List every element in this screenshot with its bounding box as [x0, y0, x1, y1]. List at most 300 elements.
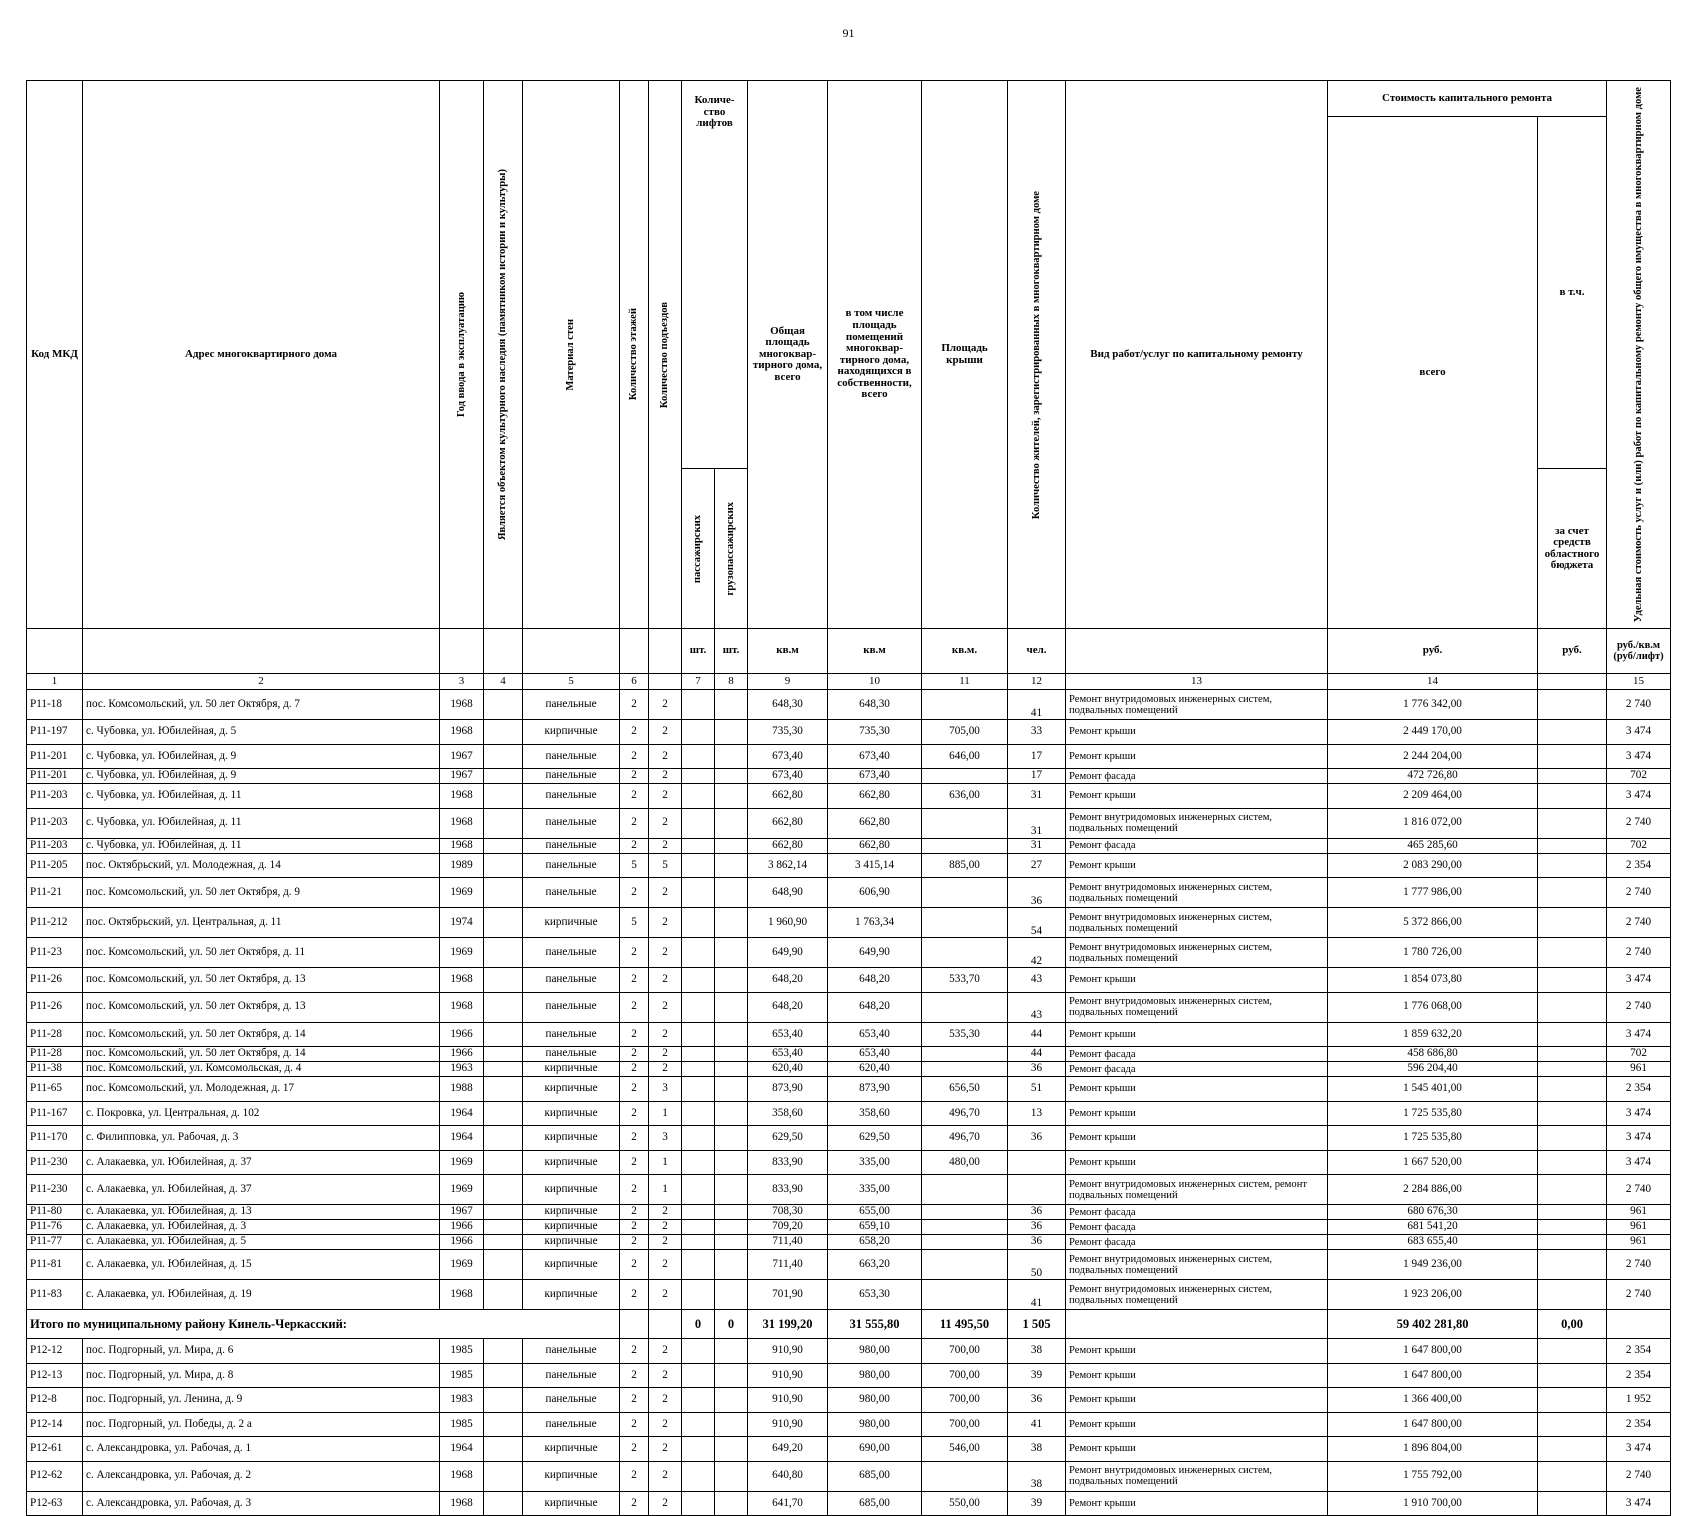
cell-residents: 41	[1008, 1280, 1066, 1310]
cell-residents: 31	[1008, 838, 1066, 853]
cell-passenger-lifts	[682, 1388, 715, 1413]
header-area: Общая площадь многоквар-тирного дома, всего	[748, 81, 828, 629]
cell-roof-area	[922, 1062, 1008, 1077]
cell-wall-material: панельные	[523, 784, 620, 809]
header-including: в т.ч.	[1538, 117, 1607, 469]
cell-passenger-lifts	[682, 968, 715, 993]
cell-wall-material: панельные	[523, 1363, 620, 1388]
cell-entrances: 2	[649, 1339, 682, 1364]
cell-unit-cost: 3 474	[1607, 1491, 1671, 1516]
total-section	[27, 1310, 1671, 1339]
cell-work-type: Ремонт крыши	[1066, 1491, 1328, 1516]
cell-entrances: 5	[649, 853, 682, 878]
cell-entrances: 2	[649, 808, 682, 838]
cell-total-area: 649,20	[748, 1437, 828, 1462]
unit-rate: руб./кв.м (руб/лифт)	[1607, 629, 1671, 674]
header-cargo-lifts: грузопассажирских	[715, 469, 748, 629]
cell-year-built: 1963	[440, 1062, 484, 1077]
total-owned-area: 31 555,80	[828, 1310, 922, 1339]
cell-floors: 2	[620, 992, 649, 1022]
header-entrances: Количество подъездов	[649, 81, 682, 629]
cell-passenger-lifts	[682, 769, 715, 784]
cell-owned-area: 653,40	[828, 1047, 922, 1062]
cell-regional-budget	[1538, 908, 1607, 938]
table-row	[27, 1437, 1671, 1462]
cell-mkd-code: Р11-21	[27, 878, 83, 908]
cell-passenger-lifts	[682, 1205, 715, 1220]
total-passenger: 0	[682, 1310, 715, 1339]
cell-work-type: Ремонт фасада	[1066, 1062, 1328, 1077]
table-row	[27, 838, 1671, 853]
cell-repair-cost: 2 083 290,00	[1328, 853, 1538, 878]
cell-work-type: Ремонт крыши	[1066, 1339, 1328, 1364]
cell-owned-area: 620,40	[828, 1062, 922, 1077]
cell-heritage	[484, 1047, 523, 1062]
cell-wall-material: панельные	[523, 1339, 620, 1364]
table-row	[27, 1363, 1671, 1388]
cell-address: с. Чубовка, ул. Юбилейная, д. 11	[83, 784, 440, 809]
cell-owned-area: 690,00	[828, 1437, 922, 1462]
cell-address: пос. Комсомольский, ул. Молодежная, д. 17	[83, 1077, 440, 1102]
cell-address: с. Александровка, ул. Рабочая, д. 1	[83, 1437, 440, 1462]
cell-wall-material: кирпичные	[523, 1220, 620, 1235]
table-row	[27, 769, 1671, 784]
cell-address: пос. Подгорный, ул. Ленина, д. 9	[83, 1388, 440, 1413]
cell-cargo-lifts	[715, 1491, 748, 1516]
cell-mkd-code: Р11-28	[27, 1022, 83, 1047]
cell-work-type: Ремонт крыши	[1066, 1363, 1328, 1388]
cell-heritage	[484, 744, 523, 769]
cell-roof-area: 705,00	[922, 720, 1008, 745]
cell-floors: 2	[620, 1250, 649, 1280]
header-owned-area: в том числе площадь помещений многоквар-тирного дома, находящихся в собственности, всего	[828, 81, 922, 629]
cell-cargo-lifts	[715, 784, 748, 809]
cell-entrances: 2	[649, 690, 682, 720]
cell-regional-budget	[1538, 1126, 1607, 1151]
table-row	[27, 1062, 1671, 1077]
cell-address: с. Александровка, ул. Рабочая, д. 2	[83, 1461, 440, 1491]
cell-work-type: Ремонт фасада	[1066, 1235, 1328, 1250]
cell-residents: 50	[1008, 1250, 1066, 1280]
cell-address: с. Чубовка, ул. Юбилейная, д. 11	[83, 838, 440, 853]
cell-floors: 2	[620, 1437, 649, 1462]
cell-total-area: 910,90	[748, 1412, 828, 1437]
cell-repair-cost: 1 949 236,00	[1328, 1250, 1538, 1280]
cell-mkd-code: Р11-167	[27, 1101, 83, 1126]
cell-year-built: 1968	[440, 838, 484, 853]
cell-cargo-lifts	[715, 1388, 748, 1413]
header-code: Код МКД	[27, 81, 83, 629]
header-residents: Количество жителей, зарегистрированных в многоквартирном доме	[1008, 81, 1066, 629]
cell-year-built: 1969	[440, 1150, 484, 1175]
cell-owned-area: 335,00	[828, 1150, 922, 1175]
cell-unit-cost: 2 740	[1607, 1461, 1671, 1491]
cell-address: пос. Комсомольский, ул. 50 лет Октября, д. 13	[83, 992, 440, 1022]
cell-residents: 43	[1008, 968, 1066, 993]
cell-regional-budget	[1538, 1388, 1607, 1413]
cell-unit-cost: 2 740	[1607, 808, 1671, 838]
cell-work-type: Ремонт крыши	[1066, 1437, 1328, 1462]
cell-passenger-lifts	[682, 744, 715, 769]
cell-total-area: 648,30	[748, 690, 828, 720]
cell-passenger-lifts	[682, 1047, 715, 1062]
cell-total-area: 648,20	[748, 968, 828, 993]
table-row	[27, 1235, 1671, 1250]
cell-passenger-lifts	[682, 938, 715, 968]
cell-year-built: 1967	[440, 744, 484, 769]
cell-residents: 31	[1008, 808, 1066, 838]
cell-residents: 41	[1008, 690, 1066, 720]
cell-unit-cost: 2 740	[1607, 878, 1671, 908]
cell-regional-budget	[1538, 878, 1607, 908]
cell-entrances: 2	[649, 1388, 682, 1413]
cell-heritage	[484, 1388, 523, 1413]
cell-residents: 36	[1008, 1235, 1066, 1250]
cell-floors: 2	[620, 1205, 649, 1220]
cell-cargo-lifts	[715, 1175, 748, 1205]
cell-passenger-lifts	[682, 992, 715, 1022]
cell-address: с. Чубовка, ул. Юбилейная, д. 5	[83, 720, 440, 745]
unit-sqm: кв.м.	[922, 629, 1008, 674]
cell-passenger-lifts	[682, 720, 715, 745]
cell-year-built: 1968	[440, 1280, 484, 1310]
cell-mkd-code: Р11-201	[27, 744, 83, 769]
cell-repair-cost: 1 647 800,00	[1328, 1412, 1538, 1437]
cell-repair-cost: 596 204,40	[1328, 1062, 1538, 1077]
cell-owned-area: 980,00	[828, 1412, 922, 1437]
table-row	[27, 1461, 1671, 1491]
cell-mkd-code: Р11-28	[27, 1047, 83, 1062]
cell-cargo-lifts	[715, 1250, 748, 1280]
cell-entrances: 2	[649, 744, 682, 769]
cell-wall-material: кирпичные	[523, 720, 620, 745]
cell-total-area: 1 960,90	[748, 908, 828, 938]
cell-cargo-lifts	[715, 1412, 748, 1437]
cell-wall-material: панельные	[523, 808, 620, 838]
cell-year-built: 1969	[440, 938, 484, 968]
cell-unit-cost: 3 474	[1607, 744, 1671, 769]
cell-heritage	[484, 1363, 523, 1388]
cell-total-area: 662,80	[748, 838, 828, 853]
cell-passenger-lifts	[682, 853, 715, 878]
unit-rub: руб.	[1328, 629, 1538, 674]
cell-repair-cost: 1 647 800,00	[1328, 1339, 1538, 1364]
cell-roof-area: 700,00	[922, 1339, 1008, 1364]
cell-wall-material: кирпичные	[523, 1101, 620, 1126]
cell-total-area: 629,50	[748, 1126, 828, 1151]
table-row	[27, 1280, 1671, 1310]
cell-mkd-code: Р11-230	[27, 1150, 83, 1175]
cell-passenger-lifts	[682, 1062, 715, 1077]
cell-work-type: Ремонт крыши	[1066, 744, 1328, 769]
cell-mkd-code: Р11-230	[27, 1175, 83, 1205]
cell-year-built: 1968	[440, 1461, 484, 1491]
table-row	[27, 1388, 1671, 1413]
cell-unit-cost: 2 740	[1607, 938, 1671, 968]
cell-year-built: 1967	[440, 1205, 484, 1220]
cell-unit-cost: 2 740	[1607, 992, 1671, 1022]
cell-owned-area: 648,30	[828, 690, 922, 720]
cell-repair-cost: 465 285,60	[1328, 838, 1538, 853]
cell-entrances: 2	[649, 968, 682, 993]
cell-roof-area: 550,00	[922, 1491, 1008, 1516]
cell-heritage	[484, 938, 523, 968]
table-row	[27, 968, 1671, 993]
cell-residents: 39	[1008, 1363, 1066, 1388]
cell-mkd-code: Р11-26	[27, 968, 83, 993]
cell-regional-budget	[1538, 1022, 1607, 1047]
cell-roof-area	[922, 1205, 1008, 1220]
cell-unit-cost: 2 354	[1607, 1339, 1671, 1364]
cell-heritage	[484, 808, 523, 838]
cell-address: с. Алакаевка, ул. Юбилейная, д. 15	[83, 1250, 440, 1280]
cell-heritage	[484, 1150, 523, 1175]
cell-unit-cost: 2 354	[1607, 1077, 1671, 1102]
cell-repair-cost: 1 923 206,00	[1328, 1280, 1538, 1310]
total-area: 31 199,20	[748, 1310, 828, 1339]
cell-address: пос. Подгорный, ул. Мира, д. 8	[83, 1363, 440, 1388]
cell-heritage	[484, 690, 523, 720]
cell-mkd-code: Р11-83	[27, 1280, 83, 1310]
cell-heritage	[484, 1339, 523, 1364]
cell-mkd-code: Р11-77	[27, 1235, 83, 1250]
cell-unit-cost: 961	[1607, 1235, 1671, 1250]
cell-residents: 38	[1008, 1437, 1066, 1462]
cell-address: с. Чубовка, ул. Юбилейная, д. 9	[83, 769, 440, 784]
cell-mkd-code: Р11-23	[27, 938, 83, 968]
cell-floors: 2	[620, 1077, 649, 1102]
cell-mkd-code: Р12-14	[27, 1412, 83, 1437]
cell-repair-cost: 1 776 068,00	[1328, 992, 1538, 1022]
cell-owned-area: 662,80	[828, 808, 922, 838]
cell-address: с. Алакаевка, ул. Юбилейная, д. 5	[83, 1235, 440, 1250]
header-cost: Стоимость капитального ремонта	[1328, 81, 1607, 117]
cell-year-built: 1968	[440, 992, 484, 1022]
cell-regional-budget	[1538, 690, 1607, 720]
cell-residents: 27	[1008, 853, 1066, 878]
cell-mkd-code: Р11-201	[27, 769, 83, 784]
cell-residents: 36	[1008, 1220, 1066, 1235]
cell-passenger-lifts	[682, 1220, 715, 1235]
cell-wall-material: панельные	[523, 769, 620, 784]
cell-heritage	[484, 1491, 523, 1516]
cell-roof-area: 646,00	[922, 744, 1008, 769]
cell-floors: 2	[620, 1062, 649, 1077]
cell-passenger-lifts	[682, 878, 715, 908]
cell-owned-area: 980,00	[828, 1339, 922, 1364]
cell-total-area: 701,90	[748, 1280, 828, 1310]
cell-unit-cost: 961	[1607, 1062, 1671, 1077]
cell-passenger-lifts	[682, 690, 715, 720]
cell-wall-material: кирпичные	[523, 1175, 620, 1205]
cell-total-area: 358,60	[748, 1101, 828, 1126]
cell-total-area: 648,90	[748, 878, 828, 908]
cell-address: пос. Комсомольский, ул. 50 лет Октября, д. 13	[83, 968, 440, 993]
cell-owned-area: 662,80	[828, 784, 922, 809]
cell-owned-area: 1 763,34	[828, 908, 922, 938]
cell-address: с. Алакаевка, ул. Юбилейная, д. 19	[83, 1280, 440, 1310]
cell-wall-material: панельные	[523, 690, 620, 720]
cell-wall-material: кирпичные	[523, 1250, 620, 1280]
cell-regional-budget	[1538, 769, 1607, 784]
header-roof-area: Площадь крыши	[922, 81, 1008, 629]
cell-entrances: 3	[649, 1126, 682, 1151]
header-heritage: Является объектом культурного наследия (памятником истории и культуры)	[484, 81, 523, 629]
cell-work-type: Ремонт внутридомовых инженерных систем, подвальных помещений	[1066, 1250, 1328, 1280]
header-floors: Количество этажей	[620, 81, 649, 629]
cell-repair-cost: 1 816 072,00	[1328, 808, 1538, 838]
cell-regional-budget	[1538, 744, 1607, 769]
table-row	[27, 1047, 1671, 1062]
cell-roof-area: 496,70	[922, 1101, 1008, 1126]
header-work-type: Вид работ/услуг по капитальному ремонту	[1066, 81, 1328, 629]
cell-regional-budget	[1538, 1437, 1607, 1462]
cell-cargo-lifts	[715, 1339, 748, 1364]
cell-residents: 36	[1008, 1205, 1066, 1220]
cell-wall-material: кирпичные	[523, 1437, 620, 1462]
cell-roof-area	[922, 1047, 1008, 1062]
cell-total-area: 910,90	[748, 1388, 828, 1413]
cell-work-type: Ремонт фасада	[1066, 1205, 1328, 1220]
cell-wall-material: кирпичные	[523, 1150, 620, 1175]
cell-heritage	[484, 1126, 523, 1151]
cell-regional-budget	[1538, 1280, 1607, 1310]
cell-heritage	[484, 784, 523, 809]
cell-cargo-lifts	[715, 938, 748, 968]
cell-address: с. Алакаевка, ул. Юбилейная, д. 3	[83, 1220, 440, 1235]
cell-floors: 2	[620, 938, 649, 968]
cell-wall-material: кирпичные	[523, 1235, 620, 1250]
unit-rub: руб.	[1538, 629, 1607, 674]
cell-passenger-lifts	[682, 1491, 715, 1516]
cell-repair-cost: 2 209 464,00	[1328, 784, 1538, 809]
header-unit-cost: Удельная стоимость услуг и (или) работ по капитальному ремонту общего имущества в многоквартирном доме	[1607, 81, 1671, 629]
cell-residents: 51	[1008, 1077, 1066, 1102]
header-wall: Материал стен	[523, 81, 620, 629]
cell-residents: 43	[1008, 992, 1066, 1022]
cell-total-area: 662,80	[748, 808, 828, 838]
cell-heritage	[484, 1437, 523, 1462]
cell-wall-material: кирпичные	[523, 1062, 620, 1077]
cell-repair-cost: 1 780 726,00	[1328, 938, 1538, 968]
cell-heritage	[484, 1175, 523, 1205]
cell-total-area: 910,90	[748, 1339, 828, 1364]
cell-address: с. Чубовка, ул. Юбилейная, д. 11	[83, 808, 440, 838]
cell-cargo-lifts	[715, 853, 748, 878]
cell-floors: 2	[620, 968, 649, 993]
cell-heritage	[484, 1235, 523, 1250]
cell-residents: 36	[1008, 1062, 1066, 1077]
cell-regional-budget	[1538, 1339, 1607, 1364]
cell-total-area: 711,40	[748, 1250, 828, 1280]
cell-passenger-lifts	[682, 1126, 715, 1151]
cell-year-built: 1983	[440, 1388, 484, 1413]
cell-year-built: 1989	[440, 853, 484, 878]
cell-wall-material: кирпичные	[523, 1461, 620, 1491]
cell-cargo-lifts	[715, 908, 748, 938]
cell-address: пос. Комсомольский, ул. 50 лет Октября, д. 14	[83, 1047, 440, 1062]
cell-roof-area	[922, 992, 1008, 1022]
cell-repair-cost: 1 776 342,00	[1328, 690, 1538, 720]
cell-repair-cost: 1 647 800,00	[1328, 1363, 1538, 1388]
cell-entrances: 2	[649, 1363, 682, 1388]
cell-cargo-lifts	[715, 1205, 748, 1220]
cell-residents: 36	[1008, 1126, 1066, 1151]
cell-owned-area: 3 415,14	[828, 853, 922, 878]
cell-floors: 2	[620, 1461, 649, 1491]
cell-repair-cost: 1 859 632,20	[1328, 1022, 1538, 1047]
cell-work-type: Ремонт фасада	[1066, 1047, 1328, 1062]
cell-year-built: 1968	[440, 1491, 484, 1516]
cell-roof-area	[922, 838, 1008, 853]
cell-entrances: 2	[649, 1280, 682, 1310]
cell-cargo-lifts	[715, 968, 748, 993]
cell-owned-area: 980,00	[828, 1363, 922, 1388]
cell-owned-area: 685,00	[828, 1491, 922, 1516]
cell-residents: 36	[1008, 1388, 1066, 1413]
cell-heritage	[484, 1280, 523, 1310]
cell-cargo-lifts	[715, 1077, 748, 1102]
cell-floors: 2	[620, 769, 649, 784]
cell-work-type: Ремонт внутридомовых инженерных систем, подвальных помещений	[1066, 992, 1328, 1022]
cell-address: пос. Комсомольский, ул. 50 лет Октября, д. 11	[83, 938, 440, 968]
cell-repair-cost: 1 777 986,00	[1328, 878, 1538, 908]
cell-address: с. Алакаевка, ул. Юбилейная, д. 37	[83, 1175, 440, 1205]
cell-cargo-lifts	[715, 808, 748, 838]
cell-owned-area: 673,40	[828, 744, 922, 769]
table-header	[27, 81, 1671, 690]
cell-floors: 2	[620, 1280, 649, 1310]
cell-total-area: 653,40	[748, 1047, 828, 1062]
cell-floors: 2	[620, 1175, 649, 1205]
table-row	[27, 1126, 1671, 1151]
cell-owned-area: 648,20	[828, 992, 922, 1022]
cell-work-type: Ремонт фасада	[1066, 838, 1328, 853]
cell-entrances: 2	[649, 1062, 682, 1077]
table-row	[27, 1412, 1671, 1437]
cell-year-built: 1966	[440, 1220, 484, 1235]
cell-year-built: 1964	[440, 1126, 484, 1151]
cell-roof-area: 535,30	[922, 1022, 1008, 1047]
cell-passenger-lifts	[682, 1437, 715, 1462]
cell-repair-cost: 1 366 400,00	[1328, 1388, 1538, 1413]
cell-address: пос. Комсомольский, ул. 50 лет Октября, д. 9	[83, 878, 440, 908]
cell-roof-area: 885,00	[922, 853, 1008, 878]
cell-regional-budget	[1538, 853, 1607, 878]
cell-wall-material: кирпичные	[523, 1126, 620, 1151]
cell-repair-cost: 1 910 700,00	[1328, 1491, 1538, 1516]
cell-work-type: Ремонт крыши	[1066, 853, 1328, 878]
header-passenger-lifts: пассажирских	[682, 469, 715, 629]
cell-year-built: 1967	[440, 769, 484, 784]
cell-total-area: 649,90	[748, 938, 828, 968]
cell-wall-material: панельные	[523, 838, 620, 853]
cell-year-built: 1968	[440, 784, 484, 809]
cell-floors: 2	[620, 1101, 649, 1126]
cell-wall-material: кирпичные	[523, 1491, 620, 1516]
cell-year-built: 1974	[440, 908, 484, 938]
table-row	[27, 938, 1671, 968]
cell-owned-area: 335,00	[828, 1175, 922, 1205]
cell-mkd-code: Р12-8	[27, 1388, 83, 1413]
cell-total-area: 640,80	[748, 1461, 828, 1491]
header-regional-budget: за счет средств областного бюджета	[1538, 469, 1607, 629]
cell-floors: 2	[620, 1220, 649, 1235]
cell-cargo-lifts	[715, 992, 748, 1022]
cell-address: с. Филипповка, ул. Рабочая, д. 3	[83, 1126, 440, 1151]
cell-mkd-code: Р11-170	[27, 1126, 83, 1151]
cell-address: пос. Комсомольский, ул. 50 лет Октября, д. 14	[83, 1022, 440, 1047]
